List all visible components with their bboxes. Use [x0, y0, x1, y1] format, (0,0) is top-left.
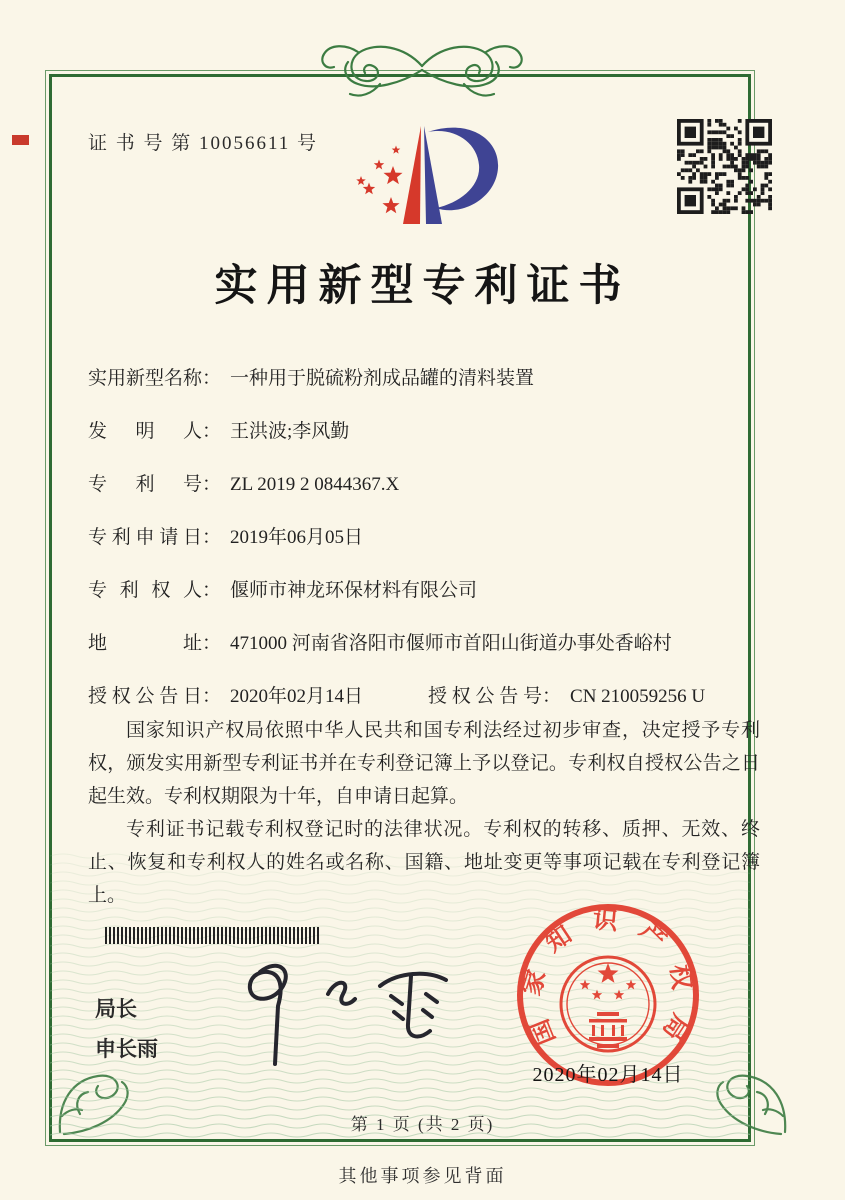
director-name: 申长雨 [95, 1038, 158, 1061]
registration-mark [12, 135, 29, 145]
field-label: 实用新型名称 [88, 368, 203, 389]
field-row-name [88, 352, 758, 405]
field-colon: ： [202, 686, 222, 707]
field-colon: ： [202, 368, 222, 389]
field-value: 一种用于脱硫粉剂成品罐的清料装置 [230, 368, 535, 389]
field-label: 专利号 [88, 474, 202, 495]
director-block [95, 990, 158, 1070]
legal-text [88, 714, 760, 912]
field-label: 地址 [88, 633, 202, 654]
field-value: 偃师市神龙环保材料有限公司 [230, 580, 478, 601]
top-ornament-icon [272, 40, 572, 110]
field-list [88, 352, 758, 723]
field-colon: ： [202, 421, 222, 442]
field-label: 授权公告号 [428, 686, 542, 707]
field-value: 2019年06月05日 [230, 527, 364, 548]
barcode [105, 927, 323, 944]
director-signature-icon [212, 948, 462, 1073]
page-indicator: 第 1 页 (共 2 页) [350, 1115, 495, 1134]
field-value: 471000 河南省洛阳市偃师市首阳山街道办事处香峪村 [230, 633, 672, 654]
field-row-patent-no [88, 458, 758, 511]
seal-text: 国家知识产权局 [518, 906, 697, 1062]
legal-paragraph-1: 国家知识产权局依照中华人民共和国专利法经过初步审查，决定授予专利权，颁发实用新型专利证书并在专利登记簿上予以登记。专利权自授权公告之日起生效。专利权期限为十年，自申请日起算。 [88, 720, 760, 807]
qr-code [677, 119, 772, 214]
field-colon: ： [202, 474, 222, 495]
field-value: ZL 2019 2 0844367.X [230, 474, 400, 495]
field-label: 专利申请日 [88, 527, 202, 548]
cnipa-logo-icon [340, 118, 520, 238]
field-label: 专利权人 [88, 580, 202, 601]
field-value: CN 210059256 U [570, 686, 706, 707]
field-row-filing-date [88, 511, 758, 564]
field-row-address [88, 617, 758, 670]
director-title: 局长 [95, 998, 137, 1021]
field-row-patentee [88, 564, 758, 617]
field-colon: ： [202, 527, 222, 548]
field-value: 2020年02月14日 [230, 686, 364, 707]
seal-date: 2020年02月14日 [532, 1064, 684, 1086]
field-value: 王洪波;李风勤 [230, 421, 350, 442]
field-row-inventor [88, 405, 758, 458]
legal-paragraph-2: 专利证书记载专利权登记时的法律状况。专利权的转移、质押、无效、终止、恢复和专利权人的姓名或名称、国籍、地址变更等事项记载在专利登记簿上。 [88, 819, 760, 906]
field-colon: ： [202, 633, 222, 654]
certificate-number: 证 书 号 第 10056611 号 [88, 133, 319, 154]
certificate-title: 实用新型专利证书 [214, 263, 631, 310]
field-colon: ： [542, 686, 562, 707]
field-colon: ： [202, 580, 222, 601]
footer-note: 其他事项参见背面 [338, 1166, 507, 1186]
field-label: 授权公告日 [88, 686, 202, 707]
field-label: 发明人 [88, 421, 202, 442]
